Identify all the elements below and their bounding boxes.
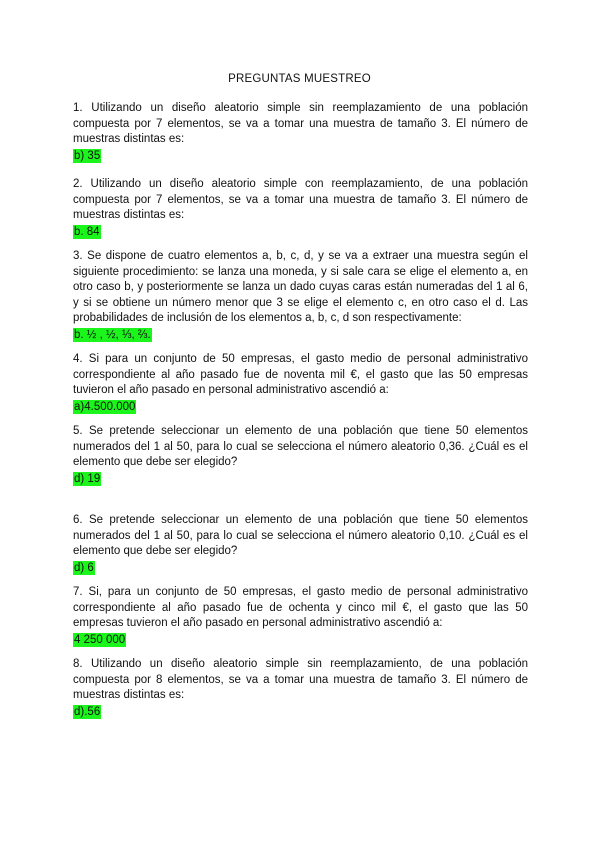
question-2	[73, 177, 528, 240]
question-1	[73, 101, 528, 164]
question-6	[73, 513, 528, 576]
highlighted-answer: a)4.500.000	[74, 400, 136, 413]
question-5	[73, 424, 528, 487]
question-text: 4. Si para un conjunto de 50 empresas, el gasto medio de personal administrativo correspondiente al año pasado fue de noventa mil €, el gasto que las 50 empresas tuvieron el año pasado en personal administrativo ascendió a:	[73, 353, 528, 396]
question-text: 5. Se pretende seleccionar un elemento de una población que tiene 50 elementos numerados del 1 al 50, para lo cual se selecciona el número aleatorio 0,36. ¿Cuál es el elemento que debe ser elegido?	[73, 425, 528, 468]
question-text: 3. Se dispone de cuatro elementos a, b, c, d, y se va a extraer una muestra según el siguiente procedimiento: se lanza una moneda, y si sale cara se elige el elemento a, en otro caso b, y posteriormente se lanza un dado cuyas caras están numeradas del 1 al 6, y si se obtiene un número menor que 3 se elige el elemento c, en otro caso el d. Las probabilidades de inclusión de los elementos a, b, c, d son respectivamente:	[73, 250, 528, 324]
question-7	[73, 585, 528, 648]
highlighted-answer: b. 84	[74, 225, 100, 238]
highlighted-answer: b) 35	[74, 149, 101, 162]
highlighted-answer: d) 6	[74, 561, 94, 574]
question-text: 2. Utilizando un diseño aleatorio simple con reemplazamiento, de una población compuesta por 7 elementos, se va a tomar una muestra de tamaño 3. El número de muestras distintas es:	[73, 178, 528, 221]
question-text: 8. Utilizando un diseño aleatorio simple sin reemplazamiento, de una población compuesta por 8 elementos, se va a tomar una muestra de tamaño 3. El número de muestras distintas es:	[73, 658, 528, 701]
question-text: 6. Se pretende seleccionar un elemento de una población que tiene 50 elementos numerados del 1 al 50, para lo cual se selecciona el número aleatorio 0,10. ¿Cuál es el elemento que debe ser elegido?	[73, 514, 528, 557]
question-text: 7. Si, para un conjunto de 50 empresas, el gasto medio de personal administrativo correspondiente al año pasado fue de ochenta y cinco mil €, el gasto que las 50 empresas tuvieron el año pasado en personal administrativo ascendió a:	[73, 586, 528, 629]
highlighted-answer: d) 19	[74, 472, 101, 485]
question-8	[73, 657, 528, 720]
question-3	[73, 249, 528, 343]
question-text: 1. Utilizando un diseño aleatorio simple sin reemplazamiento de una población compuesta por 7 elementos, se va a tomar una muestra de tamaño 3. El número de muestras distintas es:	[73, 102, 528, 145]
highlighted-answer: b. ½ , ½, ⅓, ⅔.	[74, 328, 151, 341]
question-4	[73, 352, 528, 415]
page-title: PREGUNTAS MUESTREO	[228, 73, 371, 85]
highlighted-answer: 4 250 000	[74, 633, 126, 646]
highlighted-answer: d).56	[74, 705, 101, 718]
